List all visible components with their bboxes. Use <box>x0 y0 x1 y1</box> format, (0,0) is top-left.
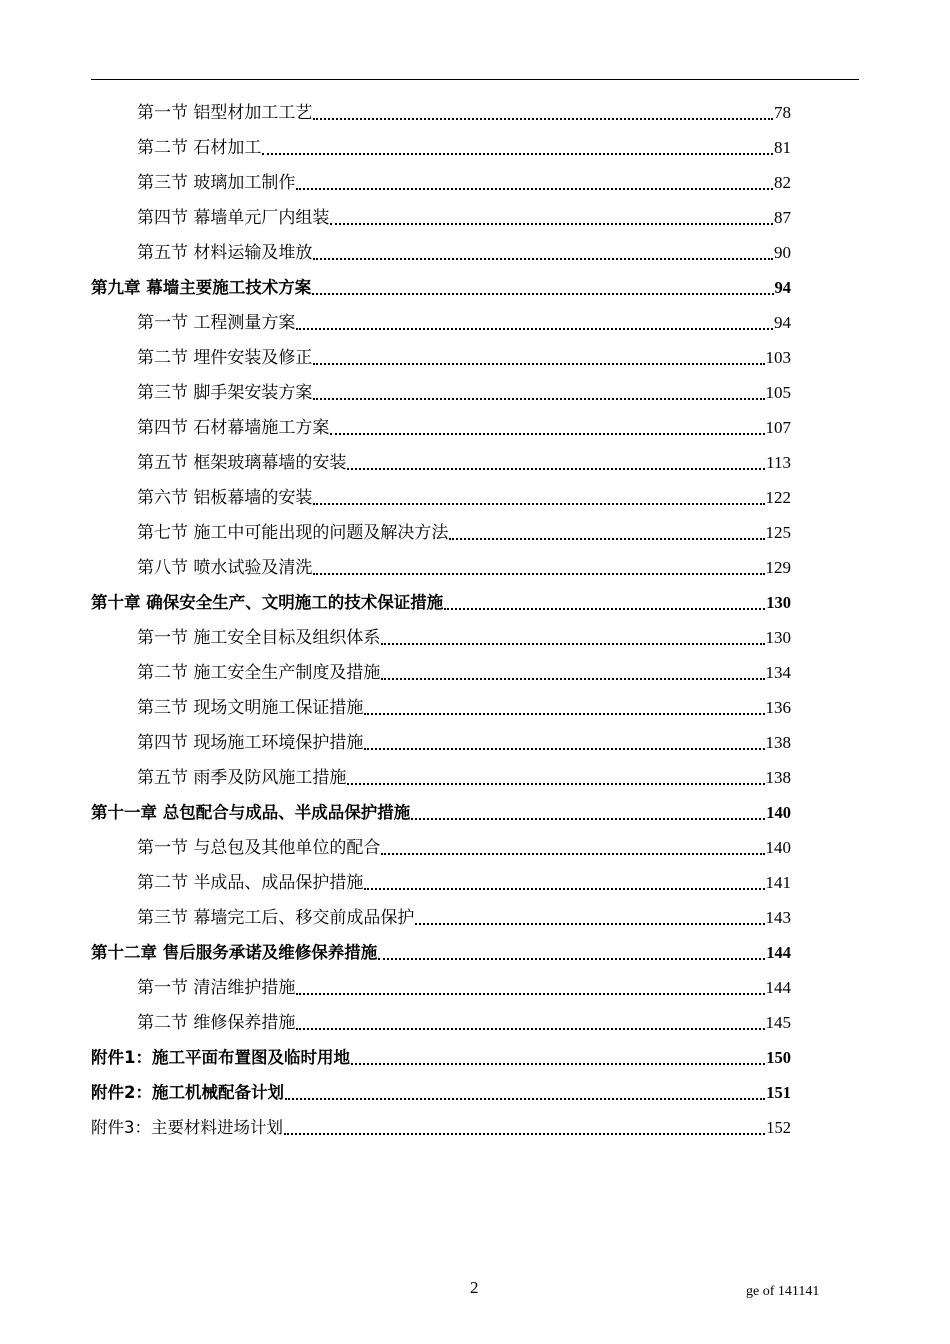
toc-leader-dots <box>313 362 764 365</box>
toc-section-entry[interactable] <box>91 865 791 900</box>
toc-entry-label: 附件2：施工机械配备计划 <box>91 1083 284 1102</box>
toc-entry-page: 145 <box>765 1013 791 1032</box>
toc-entry-page: 140 <box>766 803 791 822</box>
toc-leader-dots <box>313 572 764 575</box>
toc-entry-label: 第四节 石材幕墙施工方案 <box>137 418 330 438</box>
toc-leader-dots <box>296 992 764 995</box>
toc-entry-page: 138 <box>765 768 791 787</box>
toc-section-entry[interactable] <box>91 970 791 1005</box>
toc-leader-dots <box>313 502 764 505</box>
toc-section-entry[interactable] <box>91 305 791 340</box>
toc-entry-label: 第五节 雨季及防风施工措施 <box>137 768 347 788</box>
toc-section-entry[interactable] <box>91 690 791 725</box>
toc-entry-page: 87 <box>774 208 791 227</box>
toc-entry-label: 第十二章 售后服务承诺及维修保养措施 <box>91 943 378 962</box>
toc-leader-dots <box>449 537 764 540</box>
toc-leader-dots <box>262 152 773 155</box>
toc-section-entry[interactable] <box>91 1005 791 1040</box>
toc-entry-page: 129 <box>765 558 791 577</box>
toc-entry-page: 113 <box>766 453 791 472</box>
toc-leader-dots <box>364 887 764 890</box>
toc-section-entry[interactable] <box>91 165 791 200</box>
toc-section-entry[interactable] <box>91 130 791 165</box>
toc-leader-dots <box>312 292 773 295</box>
toc-entry-page: 141 <box>765 873 791 892</box>
toc-entry-label: 第一节 与总包及其他单位的配合 <box>137 838 381 858</box>
toc-leader-dots <box>351 1062 765 1065</box>
toc-entry-label: 第三节 现场文明施工保证措施 <box>137 698 364 718</box>
toc-entry-page: 136 <box>765 698 791 717</box>
toc-entry-page: 151 <box>766 1083 791 1102</box>
toc-entry-label: 第二节 半成品、成品保护措施 <box>137 873 364 893</box>
toc-entry-page: 125 <box>765 523 791 542</box>
toc-section-entry[interactable] <box>91 830 791 865</box>
toc-leader-dots <box>411 817 765 820</box>
toc-entry-page: 144 <box>766 943 791 962</box>
toc-entry-page: 130 <box>765 628 791 647</box>
toc-leader-dots <box>296 1027 764 1030</box>
toc-section-entry[interactable] <box>91 410 791 445</box>
toc-entry-label: 第十章 确保安全生产、文明施工的技术保证措施 <box>91 593 444 612</box>
toc-entry-page: 78 <box>774 103 791 122</box>
toc-leader-dots <box>444 607 765 610</box>
toc-entry-label: 第一节 施工安全目标及组织体系 <box>137 628 381 648</box>
toc-leader-dots <box>330 432 764 435</box>
toc-entry-page: 122 <box>765 488 791 507</box>
toc-entry-label: 第九章 幕墙主要施工技术方案 <box>91 278 312 297</box>
toc-entry-label: 第七节 施工中可能出现的问题及解决方法 <box>137 523 449 543</box>
toc-entry-label: 第一节 铝型材加工工艺 <box>137 103 313 123</box>
toc-leader-dots <box>381 677 764 680</box>
toc-section-entry[interactable] <box>91 200 791 235</box>
toc-leader-dots <box>347 782 764 785</box>
toc-section-entry[interactable] <box>91 900 791 935</box>
toc-entry-page: 103 <box>765 348 791 367</box>
toc-entry-page: 90 <box>774 243 791 262</box>
toc-entry-label: 第六节 铝板幕墙的安装 <box>137 488 313 508</box>
toc-leader-dots <box>415 922 764 925</box>
toc-section-entry[interactable] <box>91 235 791 270</box>
toc-section-entry[interactable] <box>91 480 791 515</box>
page-number: 2 <box>470 1278 479 1297</box>
toc-section-entry[interactable] <box>91 375 791 410</box>
toc-entry-page: 130 <box>766 593 791 612</box>
toc-leader-dots <box>313 397 764 400</box>
toc-annex-entry[interactable] <box>91 1110 791 1145</box>
toc-chapter-entry[interactable] <box>91 585 791 620</box>
toc-entry-label: 第五节 材料运输及堆放 <box>137 243 313 263</box>
toc-entry-label: 第一节 清洁维护措施 <box>137 978 296 998</box>
toc-entry-page: 140 <box>765 838 791 857</box>
toc-leader-dots <box>296 187 773 190</box>
toc-entry-label: 第一节 工程测量方案 <box>137 313 296 333</box>
toc-entry-page: 94 <box>774 313 791 332</box>
toc-section-entry[interactable] <box>91 515 791 550</box>
toc-entry-label: 第四节 幕墙单元厂内组装 <box>137 208 330 228</box>
toc-entry-label: 第五节 框架玻璃幕墙的安装 <box>137 453 347 473</box>
toc-entry-page: 144 <box>765 978 791 997</box>
table-of-contents <box>91 95 791 1145</box>
toc-leader-dots <box>364 712 764 715</box>
toc-entry-label: 附件3：主要材料进场计划 <box>91 1118 283 1137</box>
toc-entry-label: 第三节 玻璃加工制作 <box>137 173 296 193</box>
toc-entry-label: 第二节 石材加工 <box>137 138 262 158</box>
toc-entry-label: 第二节 施工安全生产制度及措施 <box>137 663 381 683</box>
toc-section-entry[interactable] <box>91 95 791 130</box>
toc-leader-dots <box>381 852 764 855</box>
toc-entry-label: 附件1：施工平面布置图及临时用地 <box>91 1048 350 1067</box>
toc-section-entry[interactable] <box>91 620 791 655</box>
toc-section-entry[interactable] <box>91 655 791 690</box>
toc-section-entry[interactable] <box>91 550 791 585</box>
toc-leader-dots <box>284 1132 765 1135</box>
page-count: ge of 141141 <box>746 1284 820 1299</box>
toc-annex-entry[interactable] <box>91 1075 791 1110</box>
toc-leader-dots <box>330 222 773 225</box>
toc-leader-dots <box>347 467 765 470</box>
toc-entry-label: 第三节 幕墙完工后、移交前成品保护 <box>137 908 415 928</box>
toc-leader-dots <box>378 957 765 960</box>
toc-entry-page: 105 <box>765 383 791 402</box>
toc-entry-page: 82 <box>774 173 791 192</box>
toc-entry-page: 150 <box>766 1048 791 1067</box>
toc-leader-dots <box>313 117 773 120</box>
toc-entry-label: 第八节 喷水试验及清洗 <box>137 558 313 578</box>
toc-chapter-entry[interactable] <box>91 270 791 305</box>
toc-entry-label: 第三节 脚手架安装方案 <box>137 383 313 403</box>
toc-annex-entry[interactable] <box>91 1040 791 1075</box>
toc-entry-label: 第二节 维修保养措施 <box>137 1013 296 1033</box>
toc-entry-page: 143 <box>765 908 791 927</box>
toc-entry-page: 81 <box>774 138 791 157</box>
toc-entry-label: 第四节 现场施工环境保护措施 <box>137 733 364 753</box>
toc-entry-label: 第二节 埋件安装及修正 <box>137 348 313 368</box>
toc-leader-dots <box>285 1097 765 1100</box>
toc-section-entry[interactable] <box>91 725 791 760</box>
header-rule <box>91 79 859 80</box>
toc-entry-page: 107 <box>765 418 791 437</box>
toc-section-entry[interactable] <box>91 445 791 480</box>
toc-section-entry[interactable] <box>91 340 791 375</box>
toc-chapter-entry[interactable] <box>91 935 791 970</box>
toc-leader-dots <box>381 642 764 645</box>
toc-leader-dots <box>313 257 773 260</box>
toc-entry-label: 第十一章 总包配合与成品、半成品保护措施 <box>91 803 411 822</box>
toc-entry-page: 152 <box>766 1118 791 1137</box>
toc-entry-page: 134 <box>765 663 791 682</box>
toc-leader-dots <box>364 747 764 750</box>
toc-section-entry[interactable] <box>91 760 791 795</box>
toc-entry-page: 94 <box>774 278 791 297</box>
toc-leader-dots <box>296 327 773 330</box>
toc-chapter-entry[interactable] <box>91 795 791 830</box>
toc-entry-page: 138 <box>765 733 791 752</box>
